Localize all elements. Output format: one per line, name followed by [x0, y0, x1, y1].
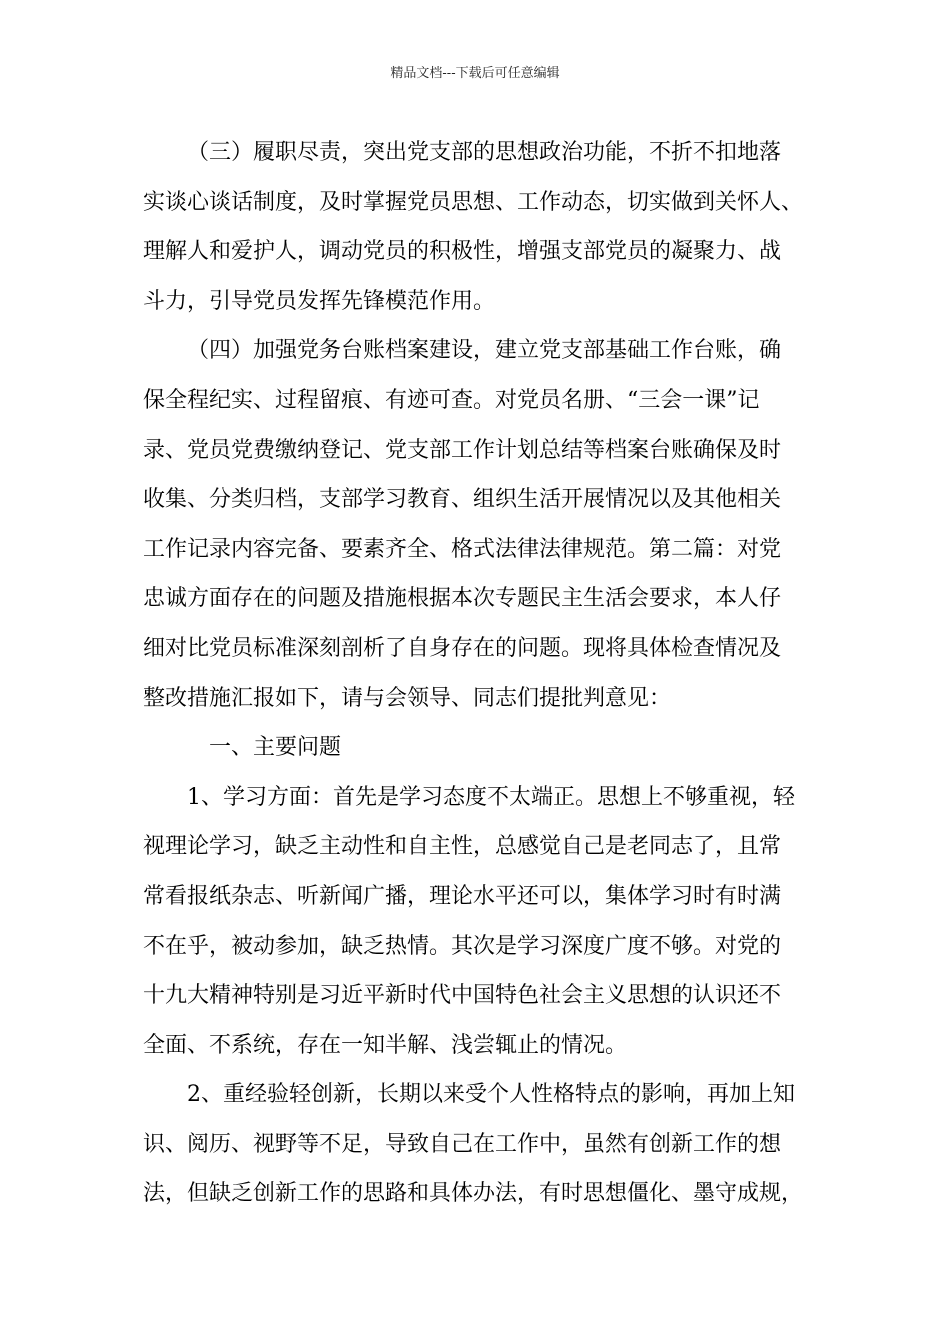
text-line: 录、党员党费缴纳登记、党支部工作计划总结等档案台账确保及时: [143, 437, 782, 463]
text-line: 视理论学习，缺乏主动性和自主性，总感觉自己是老同志了，且常: [143, 834, 782, 860]
text-line: 实谈心谈话制度，及时掌握党员思想、工作动态，切实做到关怀人、: [143, 189, 804, 215]
text-line: 法，但缺乏创新工作的思路和具体办法，有时思想僵化、墨守成规，: [143, 1181, 804, 1207]
heading-text: 一、主要问题: [209, 735, 342, 761]
paragraph-3: [143, 128, 833, 326]
document-body: [143, 128, 833, 1219]
text-line: 常看报纸杂志、听新闻广播，理论水平还可以，集体学习时有时满: [143, 883, 782, 909]
text-line: 保全程纪实、过程留痕、有迹可查。对党员名册、“三会一课”记: [143, 387, 760, 413]
section-heading: [143, 723, 833, 773]
text-line: 1、学习方面：首先是学习态度不太端正。思想上不够重视，轻: [187, 784, 795, 810]
paragraph-item-1: [143, 773, 833, 1071]
text-line: 不在乎，被动参加，缺乏热情。其次是学习深度广度不够。对党的: [143, 933, 782, 959]
text-line: 工作记录内容完备、要素齐全、格式法律法律规范。第二篇：对党: [143, 536, 782, 562]
page-header: 精品文档---下载后可任意编辑: [390, 66, 560, 81]
paragraph-item-2: [143, 1070, 833, 1219]
text-line: 斗力，引导党员发挥先锋模范作用。: [143, 288, 496, 314]
text-line: （三）履职尽责，突出党支部的思想政治功能，不折不扣地落: [187, 140, 782, 165]
text-line: 2、重经验轻创新，长期以来受个人性格特点的影响，再加上知: [187, 1082, 795, 1108]
text-line: 忠诚方面存在的问题及措施根据本次专题民主生活会要求，本人仔: [143, 586, 782, 612]
text-line: （四）加强党务台账档案建设，建立党支部基础工作台账，确: [187, 338, 782, 364]
text-line: 十九大精神特别是习近平新时代中国特色社会主义思想的认识还不: [143, 983, 782, 1009]
text-line: 全面、不系统，存在一知半解、浅尝辄止的情况。: [143, 1032, 628, 1058]
text-line: 收集、分类归档，支部学习教育、组织生活开展情况以及其他相关: [143, 487, 782, 513]
text-line: 整改措施汇报如下，请与会领导、同志们提批判意见：: [143, 685, 672, 711]
text-line: 理解人和爱护人，调动党员的积极性，增强支部党员的凝聚力、战: [143, 239, 782, 265]
text-line: 细对比党员标准深刻剖析了自身存在的问题。现将具体检查情况及: [143, 635, 782, 661]
paragraph-4: [143, 326, 833, 723]
text-line: 识、阅历、视野等不足，导致自己在工作中，虽然有创新工作的想: [143, 1131, 782, 1157]
